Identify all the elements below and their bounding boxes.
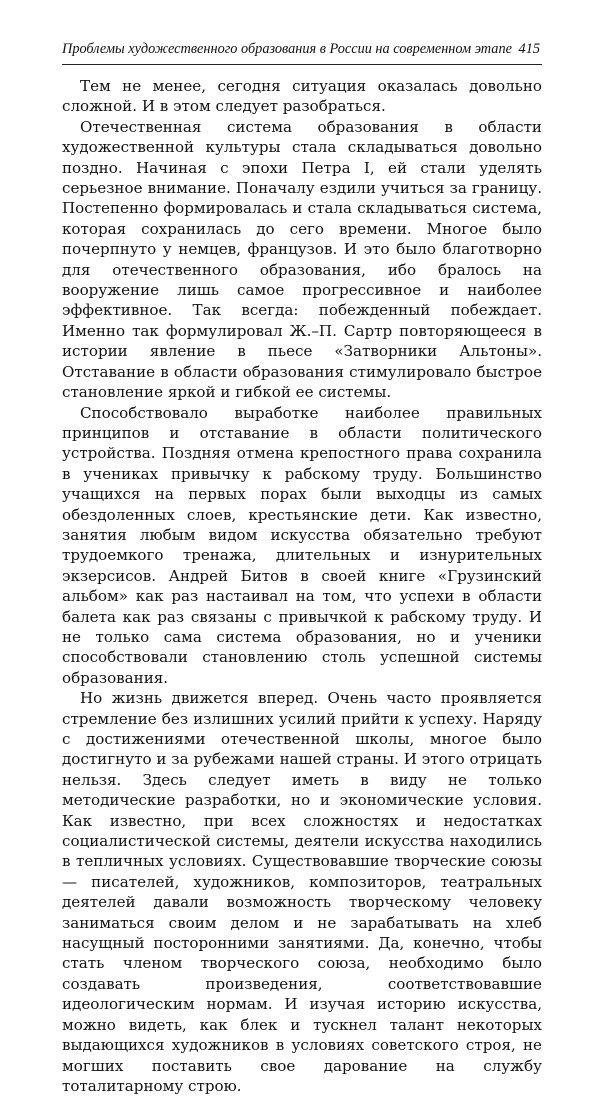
running-title: Проблемы художественного образования в России на современном этапе (62, 41, 512, 57)
running-header (62, 40, 542, 65)
paragraph-2: Отечественная система образования в области художественной культуры стала складываться довольно поздно. Начиная с эпохи Петра I, ей стали уделять серьезное внимание. Поначалу ездили учиться за границу. Постепенно формировалась и стала складываться система, которая сохранилась до сего времени. Многое было почерпнуто у немцев, французов. И это было благотворно для отечественного образования, ибо бралось на вооружение лишь самое прогрессивное и наиболее эффективное. Так всегда: побежденный побеждает. Именно так формулировал Ж.–П. Сартр повторяющееся в истории явление в пьесе «Затворники Альтоны». Отставание в области образования стимулировало быстрое становление яркой и гибкой ее системы. (62, 117, 542, 402)
page-body (62, 76, 542, 1096)
paragraph-4: Но жизнь движется вперед. Очень часто проявляется стремление без излишних усилий прийти к успеху. Наряду с достижениями отечественной школы, многое было достигнуто и за рубежами нашей страны. И этого отрицать нельзя. Здесь следует иметь в виду не только методические разработки, но и экономические условия. Как известно, при всех сложностях и недостатках социалистической системы, деятели искусства находились в тепличных условиях. Существовавшие творческие союзы — писателей, художников, композиторов, театральных деятелей давали возможность творческому человеку заниматься своим делом и не зарабатывать на хлеб насущный посторонними занятиями. Да, конечно, чтобы стать членом творческого союза, необходимо было создавать произведения, соответствовавшие идеологическим нормам. И изучая историю искусства, можно видеть, как блек и тускнел талант некоторых выдающихся художников в условиях советского строя, не могших поставить свое дарование на службу тоталитарному строю. (62, 689, 542, 1095)
paragraph-3: Способствовало выработке наиболее правильных принципов и отставание в области политического устройства. Поздняя отмена крепостного права сохранила в учениках привычку к рабскому труду. Большинство учащихся на первых порах были выходцы из самых обездоленных слоев, крестьянские дети. Как известно, занятия любым видом искусства обязательно требуют трудоемкого тренажа, длительных и изнурительных экзерсисов. Андрей Битов в своей книге «Грузинский альбом» как раз настаивал на том, что успехи в области балета как раз связаны с привычкой к рабскому труду. И не только сама система образования, но и ученики способствовали становлению столь успешной системы образования. (62, 403, 542, 687)
page-number: 415 (518, 41, 540, 57)
paragraph-1: Тем не менее, сегодня ситуация оказалась довольно сложной. И в этом следует разобраться. (62, 77, 542, 116)
